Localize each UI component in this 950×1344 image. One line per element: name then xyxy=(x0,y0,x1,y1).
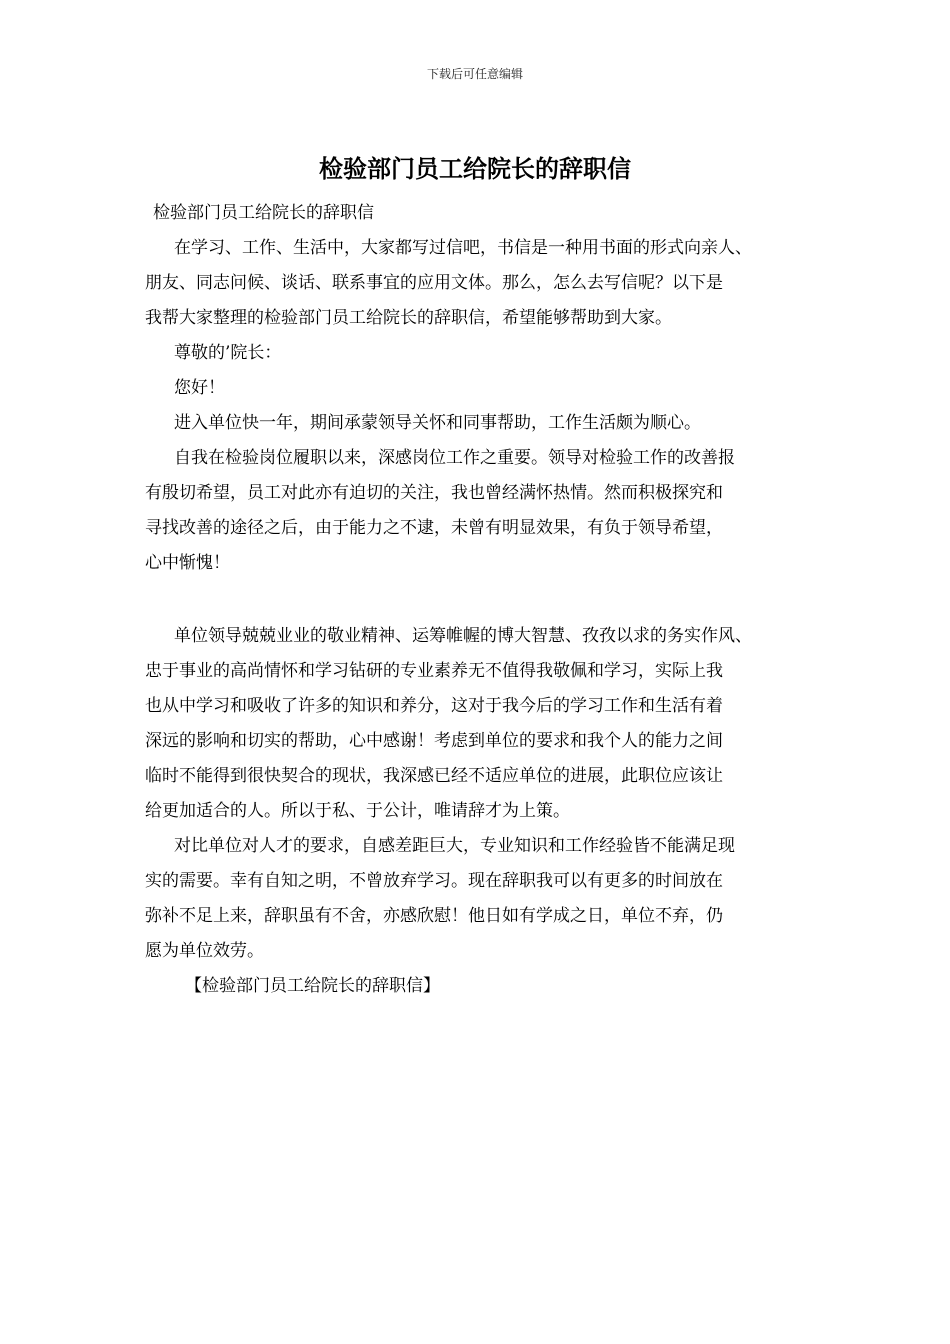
paragraph-3 xyxy=(145,619,810,829)
paragraph-1 xyxy=(145,406,810,441)
document-body xyxy=(145,196,810,1004)
text-line: 临时不能得到很快契合的现状，我深感已经不适应单位的进展，此职位应该让 xyxy=(145,766,723,786)
text-line: 我帮大家整理的检验部门员工给院长的辞职信，希望能够帮助到大家。 xyxy=(145,308,672,328)
text-line: 寻找改善的途径之后，由于能力之不逮，未曾有明显效果，有负于领导希望， xyxy=(145,518,723,538)
text-line: 在学习、工作、生活中，大家都写过信吧，书信是一种用书面的形式向亲人、 xyxy=(174,238,752,258)
paragraph-2 xyxy=(145,441,810,581)
greeting: 您好！ xyxy=(174,378,225,398)
salutation: 尊敬的’院长： xyxy=(174,343,282,363)
text-line: 深远的影响和切实的帮助，心中感谢！考虑到单位的要求和我个人的能力之间 xyxy=(145,731,723,751)
document-title: 检验部门员工给院长的辞职信 xyxy=(319,154,631,183)
text-line: 心中惭愧！ xyxy=(145,553,230,573)
text-line: 单位领导兢兢业业的敬业精神、运筹帷幄的博大智慧、孜孜以求的务实作风、 xyxy=(174,626,752,646)
intro-paragraph xyxy=(145,231,810,336)
text-line: 实的需要。幸有自知之明，不曾放弃学习。现在辞职我可以有更多的时间放在 xyxy=(145,871,723,891)
text-line: 弥补不足上来，辞职虽有不舍，亦感欣慰！他日如有学成之日，单位不弃，仍 xyxy=(145,906,723,926)
text-line: 也从中学习和吸收了许多的知识和养分，这对于我今后的学习工作和生活有着 xyxy=(145,696,723,716)
text-line: 朋友、同志问候、谈话、联系事宜的应用文体。那么，怎么去写信呢？以下是 xyxy=(145,273,723,293)
text-line: 有殷切希望，员工对此亦有迫切的关注，我也曾经满怀热情。然而积极探究和 xyxy=(145,483,723,503)
text-line: 自我在检验岗位履职以来，深感岗位工作之重要。领导对检验工作的改善报 xyxy=(174,448,735,468)
footer-title: 【检验部门员工给院长的辞职信】 xyxy=(185,976,440,996)
paragraph-4 xyxy=(145,829,810,969)
text-line: 忠于事业的高尚情怀和学习钻研的专业素养无不值得我敬佩和学习，实际上我 xyxy=(145,661,723,681)
paragraph-gap xyxy=(145,581,810,619)
text-line: 给更加适合的人。所以于私、于公计，唯请辞才为上策。 xyxy=(145,801,570,821)
subtitle: 检验部门员工给院长的辞职信 xyxy=(153,203,374,223)
text-line: 进入单位快一年，期间承蒙领导关怀和同事帮助，工作生活颇为顺心。 xyxy=(174,413,701,433)
text-line: 愿为单位效劳。 xyxy=(145,941,264,961)
page-header: 下载后可任意编辑 xyxy=(426,67,523,81)
text-line: 对比单位对人才的要求，自感差距巨大，专业知识和工作经验皆不能满足现 xyxy=(174,836,735,856)
